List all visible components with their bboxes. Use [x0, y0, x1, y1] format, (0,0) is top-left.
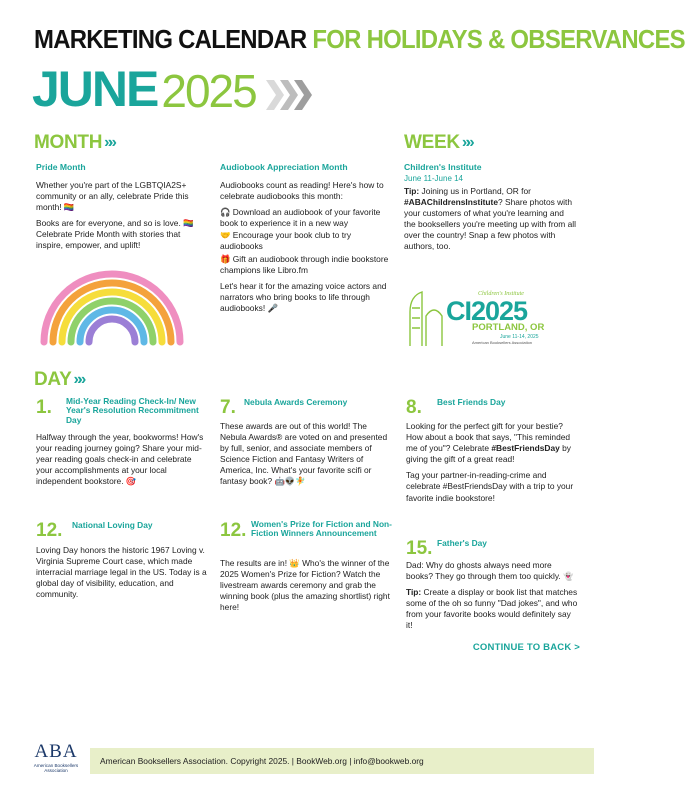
- pride-month-para-2: Books are for everyone, and so is love. 🏳️‍🌈 Celebrate Pride Month with stories that inspire, empower, and uplift!: [36, 218, 194, 251]
- day-15-number: 15.: [406, 538, 433, 559]
- audiobook-para-4: 🎁 Gift an audiobook through indie bookstore champions like Libro.fm: [220, 253, 389, 275]
- day-12a-text: Loving Day honors the historic 1967 Loving v. Virginia Supreme Court case, which made interracial marriage legal in the US. Today is a global day of visibility, education, and community.: [36, 545, 207, 600]
- day-section-label: [34, 369, 81, 391]
- day-8-text-2: Tag your partner-in-reading-crime and celebrate #BestFriendsDay with a trip to your favorite indie bookstore!: [406, 470, 574, 503]
- day-8-hashtag: #BestFriendsDay: [491, 443, 560, 454]
- day-15-tip-label: Tip:: [406, 587, 422, 598]
- day-12b-title: Women's Prize for Fiction and Non-Fiction Winners Announcement: [251, 519, 392, 539]
- childrens-institute-date: June 11-June 14: [404, 174, 464, 183]
- tip-label: Tip:: [404, 186, 420, 196]
- day-12b-text: The results are in! 👑 Who's the winner of the 2025 Women's Prize for Fiction? Watch the livestream awards ceremony and grab the winning book (plus the amazing shortlist) right here!: [220, 558, 390, 613]
- day-15-text: [406, 560, 578, 637]
- footer-bar: [90, 748, 594, 774]
- week-label-text: WEEK: [404, 132, 460, 153]
- audiobook-month-heading: Audiobook Appreciation Month: [220, 162, 348, 172]
- hashtag: #ABAChildrensInstitute: [404, 197, 498, 208]
- chevron-right-icon: »»: [104, 134, 112, 151]
- day-7-text: These awards are out of this world! The Nebula Awards® are voted on and presented by full, senior, and associate members of Science Fiction and Fantasy Writers of America, Inc. What's your favorite scifi or fantasy book? 🤖👽🧚: [220, 421, 388, 487]
- audiobook-para-5: Let's hear it for the amazing voice actors and narrators who bring books to life through audiobooks! 🎤: [220, 280, 387, 313]
- audiobook-month-text: [220, 180, 392, 319]
- title-part-2: FOR HOLIDAYS & OBSERVANCES: [312, 24, 685, 54]
- ci-logo-city: PORTLAND, OR: [472, 322, 545, 333]
- pride-month-para-1: Whether you're part of the LGBTQIA2S+ community or an ally, celebrate Pride this month! 🏳️‍🌈: [36, 180, 189, 213]
- month-label-text: MONTH: [34, 132, 103, 153]
- day-12b-number: 12.: [220, 520, 247, 541]
- day-12a-title: National Loving Day: [72, 520, 153, 530]
- day-12a-number: 12.: [36, 520, 63, 541]
- day-7-number: 7.: [220, 397, 236, 418]
- day-15-joke: Dad: Why do ghosts always need more books? They go through them too quickly. 👻: [406, 560, 574, 582]
- day-8-text: [406, 421, 578, 509]
- day-8-text-1a: Looking for the perfect gift for your bestie? How about a book that says, "This reminded me of you"? Celebrate: [406, 421, 571, 454]
- day-8-number: 8.: [406, 397, 422, 418]
- audiobook-para-2: 🎧 Download an audiobook of your favorite book to experience it in a new way: [220, 207, 381, 229]
- ci-logo-org: American Booksellers Association: [472, 340, 533, 345]
- day-1-text: Halfway through the year, bookworms! How's your reading journey going? Share your mid-year reading goals check-in and celebrate your accomplishments at your local independent bookstore. 🎯: [36, 432, 204, 487]
- pride-month-heading: Pride Month: [36, 162, 86, 172]
- day-1-title: Mid-Year Reading Check-In/ New Year's Resolution Recommitment Day: [66, 396, 199, 425]
- ci-logo-dates: June 11-14, 2025: [500, 334, 539, 340]
- month-heading: [32, 61, 314, 117]
- pride-month-text: [36, 180, 206, 257]
- audiobook-para-3: 🤝 Encourage your book club to try audiobooks: [220, 230, 352, 252]
- footer-text: American Booksellers Association. Copyright 2025. | BookWeb.org | info@bookweb.org: [100, 756, 424, 766]
- tip-text: Joining us in Portland, OR for: [419, 186, 531, 196]
- page-title: [34, 24, 685, 55]
- rainbow-illustration: [36, 262, 188, 344]
- year-name: 2025: [161, 65, 256, 117]
- week-section-label: [404, 132, 470, 154]
- aba-logo-subtext: American Booksellers Association: [33, 763, 79, 774]
- continue-to-back-link[interactable]: CONTINUE TO BACK >: [472, 642, 580, 653]
- day-15-tip-text: Create a display or book list that matches some of the oh so funny "Dad jokes", and who from your favorite books would definitely say it!: [406, 587, 578, 631]
- childrens-institute-text: [404, 186, 576, 258]
- chevrons-icon: [266, 80, 314, 110]
- ci2025-logo: [408, 286, 578, 346]
- aba-logo: [32, 742, 80, 773]
- day-8-text-1b: by giving the gift of a great read!: [406, 443, 571, 465]
- day-label-text: DAY: [34, 369, 72, 390]
- day-7-title: Nebula Awards Ceremony: [244, 397, 348, 407]
- day-15-title: Father's Day: [437, 538, 487, 548]
- chevron-right-icon: »»: [73, 371, 82, 388]
- chevron-right-icon: »»: [461, 134, 470, 151]
- month-section-label: [34, 132, 112, 154]
- childrens-institute-heading: Children's Institute: [404, 162, 482, 172]
- month-name: JUNE: [32, 61, 158, 117]
- aba-logo-text: ABA: [34, 741, 78, 762]
- day-8-title: Best Friends Day: [437, 397, 506, 407]
- ci-logo-top: Children's Institute: [478, 291, 524, 297]
- ci-logo-big: CI2025: [446, 296, 528, 326]
- audiobook-para-1: Audiobooks count as reading! Here's how to celebrate audiobooks this month:: [220, 180, 384, 202]
- day-1-number: 1.: [36, 397, 52, 418]
- title-part-1: MARKETING CALENDAR: [34, 24, 313, 54]
- tip-rest: ? Share photos with your customers of what you're learning and the booksellers you're meeting up with from all over the country! Snap a few photos with authors, too.: [404, 197, 576, 252]
